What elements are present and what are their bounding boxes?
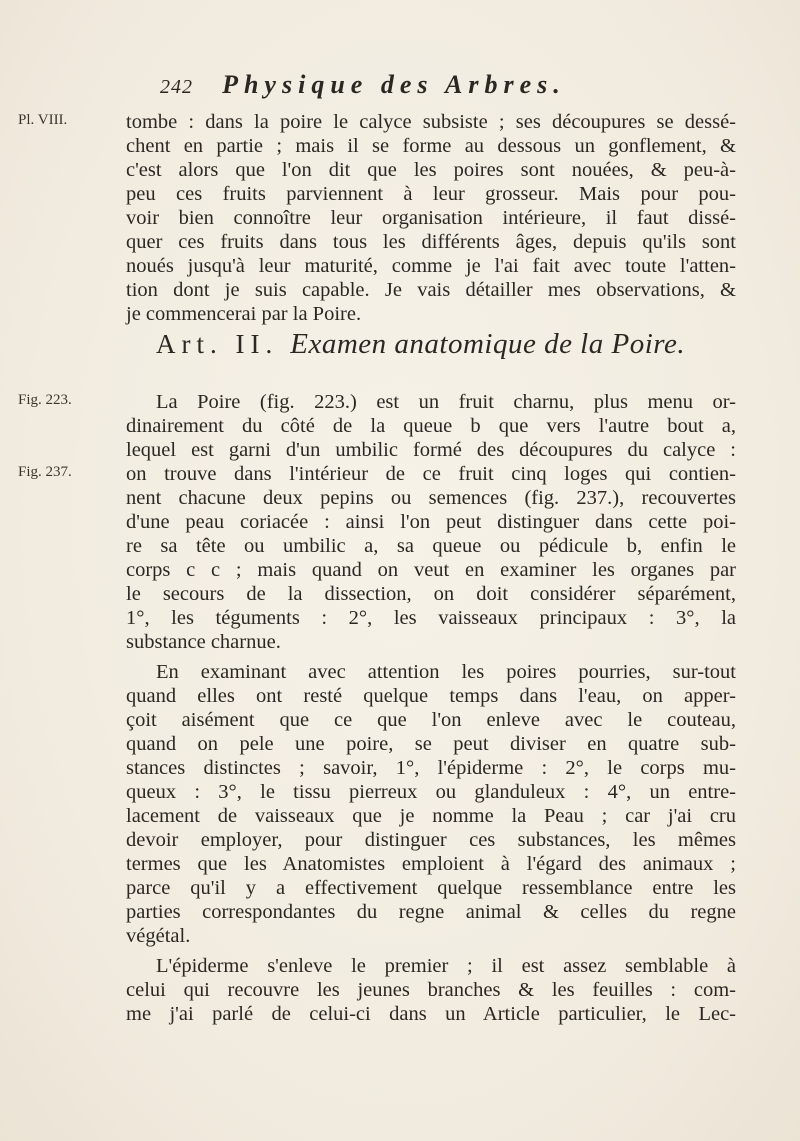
text-line: dinairement du côté de la queue b que vers l'autre bout a,: [126, 415, 736, 437]
text-line: végétal.: [126, 925, 191, 947]
text-line: quand on pele une poire, se peut diviser en quatre sub-: [126, 733, 736, 755]
article-heading: [156, 328, 736, 368]
article-title: Examen anatomique de la Poire.: [290, 328, 686, 360]
text-line: queux : 3°, le tissu pierreux ou glanduleux : 4°, un entre-: [126, 781, 736, 803]
text-line: En examinant avec attention les poires pourries, sur-tout: [156, 661, 736, 683]
text-line: chent en partie ; mais il se forme au dessous un gonflement, &: [126, 135, 736, 157]
text-line: tombe : dans la poire le calyce subsiste ; ses découpures se dessé-: [126, 111, 736, 133]
text-line: re sa tête ou umbilic a, sa queue ou pédicule b, enfin le: [126, 535, 736, 557]
margin-note-fig-223: Fig. 223.: [18, 392, 72, 408]
text-line: me j'ai parlé de celui-ci dans un Article particulier, le Lec-: [126, 1003, 736, 1025]
text-line: devoir employer, pour distinguer ces substances, les mêmes: [126, 829, 736, 851]
text-line: parce qu'il y a effectivement quelque ressemblance entre les: [126, 877, 736, 899]
text-line: La Poire (fig. 223.) est un fruit charnu, plus menu or-: [156, 391, 736, 413]
text-line: nent chacune deux pepins ou semences (fig. 237.), recouvertes: [126, 487, 736, 509]
article-number: Art. II.: [156, 329, 279, 359]
text-line: tion dont je suis capable. Je vais détailler mes observations, &: [126, 279, 736, 301]
margin-note-plate: Pl. VIII.: [18, 112, 68, 128]
text-line: termes que les Anatomistes emploient à l'égard des animaux ;: [126, 853, 736, 875]
text-line: noués jusqu'à leur maturité, comme je l'ai fait avec toute l'atten-: [126, 255, 736, 277]
text-line: je commencerai par la Poire.: [126, 303, 362, 325]
margin-note-fig-237: Fig. 237.: [18, 464, 72, 480]
text-line: celui qui recouvre les jeunes branches & les feuilles : com-: [126, 979, 736, 1001]
text-line: d'une peau coriacée : ainsi l'on peut distinguer dans cette poi-: [126, 511, 736, 533]
text-line: çoit aisément que ce que l'on enleve avec le couteau,: [126, 709, 736, 731]
text-line: 1°, les téguments : 2°, les vaisseaux principaux : 3°, la: [126, 607, 736, 629]
text-line: stances distinctes ; savoir, 1°, l'épiderme : 2°, le corps mu-: [126, 757, 736, 779]
text-line: on trouve dans l'intérieur de ce fruit cinq loges qui contien-: [126, 463, 736, 485]
text-line: parties correspondantes du regne animal & celles du regne: [126, 901, 736, 923]
text-line: L'épiderme s'enleve le premier ; il est assez semblable à: [156, 955, 736, 977]
text-line: voir bien connoître leur organisation intérieure, il faut dissé-: [126, 207, 736, 229]
text-line: lacement de vaisseaux que je nomme la Peau ; car j'ai cru: [126, 805, 736, 827]
text-line: substance charnue.: [126, 631, 281, 653]
page-number: 242: [160, 76, 193, 98]
text-line: quer ces fruits dans tous les différents âges, depuis qu'ils sont: [126, 231, 736, 253]
text-line: quand elles ont resté quelque temps dans l'eau, on apper-: [126, 685, 736, 707]
text-line: peu ces fruits parviennent à leur grosseur. Mais pour pou-: [126, 183, 736, 205]
text-line: le secours de la dissection, on doit considérer séparément,: [126, 583, 736, 605]
text-line: lequel est garni d'un umbilic formé des découpures du calyce :: [126, 439, 736, 461]
page-header: [160, 70, 720, 104]
running-title: Physique des Arbres.: [222, 70, 566, 99]
text-line: c'est alors que l'on dit que les poires sont nouées, & peu-à-: [126, 159, 736, 181]
text-line: corps c c ; mais quand on veut en examiner les organes par: [126, 559, 736, 581]
